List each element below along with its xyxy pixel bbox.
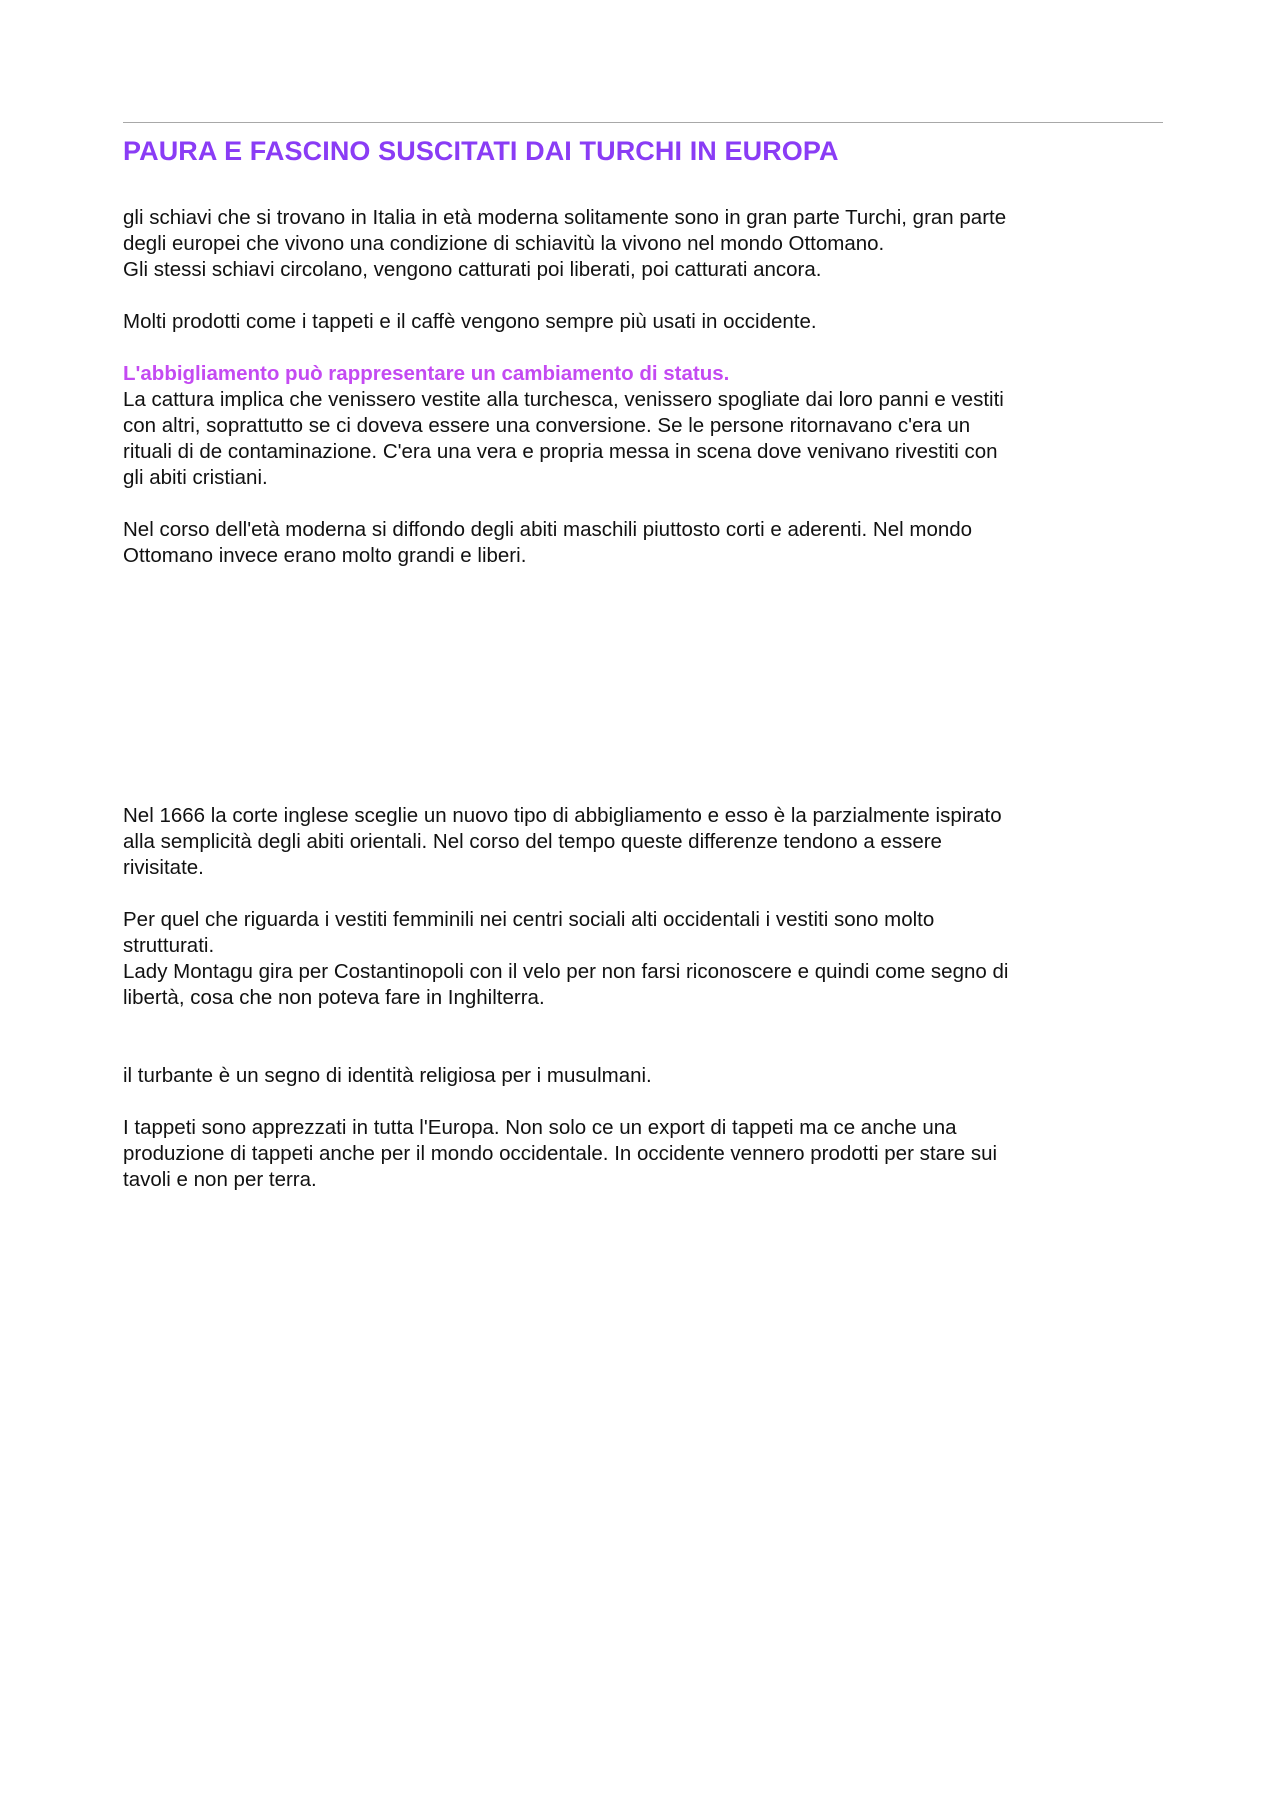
paragraph-slaves [123,205,1163,283]
text-line: rivisitate. [123,856,204,879]
paragraph-female-clothing [123,907,1163,1011]
text-line: Per quel che riguarda i vestiti femminili nei centri sociali alti occidentali i vestiti sono molto [123,908,935,931]
paragraph-clothing-status [123,361,1163,491]
text-line: con altri, soprattutto se ci doveva essere una conversione. Se le persone ritornavano c'era un [123,414,971,437]
document-page [123,122,1163,1193]
document-title: PAURA E FASCINO SUSCITATI DAI TURCHI IN EUROPA [123,136,839,166]
text-line: Nel corso dell'età moderna si diffondo degli abiti maschili piuttosto corti e aderenti. Nel mondo [123,518,973,541]
text-line: La cattura implica che venissero vestite alla turchesca, venissero spogliate dai loro panni e vestiti [123,388,1004,411]
text-line: Lady Montagu gira per Costantinopoli con il velo per non farsi riconoscere e quindi come segno di [123,960,1009,983]
paragraph-products [123,309,1163,335]
text-line: Gli stessi schiavi circolano, vengono catturati poi liberati, poi catturati ancora. [123,258,822,281]
paragraph-male-clothing [123,517,1163,569]
text-line: libertà, cosa che non poteva fare in Inghilterra. [123,986,545,1009]
text-line: strutturati. [123,934,215,957]
paragraph-carpets [123,1115,1163,1193]
text-line: Molti prodotti come i tappeti e il caffè vengono sempre più usati in occidente. [123,310,817,333]
text-line: Ottomano invece erano molto grandi e liberi. [123,544,527,567]
text-line: produzione di tappeti anche per il mondo occidentale. In occidente vennero prodotti per stare sui [123,1142,998,1165]
document-body [123,205,1163,1193]
text-line: gli abiti cristiani. [123,466,268,489]
text-line: gli schiavi che si trovano in Italia in età moderna solitamente sono in gran parte Turchi, gran parte [123,206,1007,229]
text-line: I tappeti sono apprezzati in tutta l'Europa. Non solo ce un export di tappeti ma ce anche una [123,1116,957,1139]
text-line: Nel 1666 la corte inglese sceglie un nuovo tipo di abbigliamento e esso è la parzialmente ispirato [123,804,1002,827]
section-subheading: L'abbigliamento può rappresentare un cambiamento di status. [123,362,730,385]
text-line: tavoli e non per terra. [123,1168,317,1191]
paragraph-1666-court [123,803,1163,881]
text-line: rituali di de contaminazione. C'era una vera e propria messa in scena dove venivano rivestiti con [123,440,998,463]
paragraph-turban [123,1063,1163,1089]
text-line: alla semplicità degli abiti orientali. Nel corso del tempo queste differenze tendono a essere [123,830,942,853]
top-divider [123,122,1163,123]
text-line: il turbante è un segno di identità religiosa per i musulmani. [123,1064,652,1087]
text-line: degli europei che vivono una condizione di schiavitù la vivono nel mondo Ottomano. [123,232,885,255]
